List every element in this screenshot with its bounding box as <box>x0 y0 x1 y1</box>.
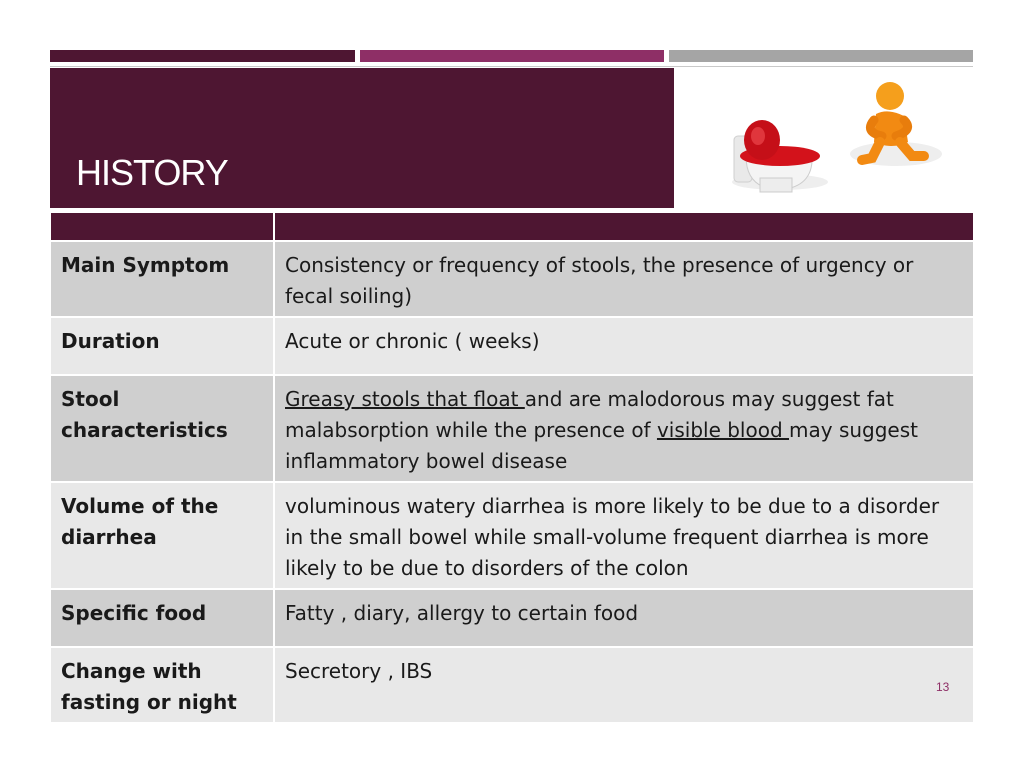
toilet-icon <box>732 120 828 192</box>
row-label: Stool characteristics <box>51 375 274 482</box>
table-row <box>51 375 973 482</box>
accent-bar-dark <box>50 50 355 62</box>
text-span: and are malodorous may suggest fat malabsorption while the presence of <box>285 387 894 442</box>
figure-stomach-ache-icon <box>850 82 942 166</box>
row-label: Main Symptom <box>51 241 274 317</box>
table-header-row <box>51 213 973 241</box>
table-row <box>51 317 973 375</box>
row-text: Consistency or frequency of stools, the presence of urgency or fecal soiling) <box>274 241 973 317</box>
row-label: Change with fasting or night <box>51 647 274 723</box>
row-text: Fatty , diary, allergy to certain food <box>274 589 973 647</box>
row-text: Secretory , IBS <box>274 647 973 723</box>
title-panel <box>50 68 674 208</box>
row-label: Duration <box>51 317 274 375</box>
table-row <box>51 241 973 317</box>
row-text: Acute or chronic ( weeks) <box>274 317 973 375</box>
table-header-cell <box>51 213 274 241</box>
illustration <box>676 70 972 210</box>
table-row <box>51 647 973 723</box>
table-row <box>51 482 973 589</box>
underlined-text: visible blood <box>656 418 790 442</box>
slide-title: HISTORY <box>76 152 228 193</box>
accent-bar-gray <box>669 50 973 62</box>
accent-divider-line <box>50 66 973 67</box>
table-row <box>51 589 973 647</box>
row-text <box>274 375 973 482</box>
accent-bar-magenta <box>360 50 664 62</box>
row-label: Volume of the diarrhea <box>51 482 274 589</box>
underlined-text: Greasy stools that float <box>285 387 525 411</box>
table-header-cell <box>274 213 973 241</box>
page-number: 13 <box>936 680 950 694</box>
text-span: may suggest inflammatory bowel disease <box>285 418 918 473</box>
row-label: Specific food <box>51 589 274 647</box>
history-table <box>51 213 973 724</box>
row-text: voluminous watery diarrhea is more likely to be due to a disorder in the small bowel while small-volume frequent diarrhea is more likely to be due to disorders of the colon <box>274 482 973 589</box>
